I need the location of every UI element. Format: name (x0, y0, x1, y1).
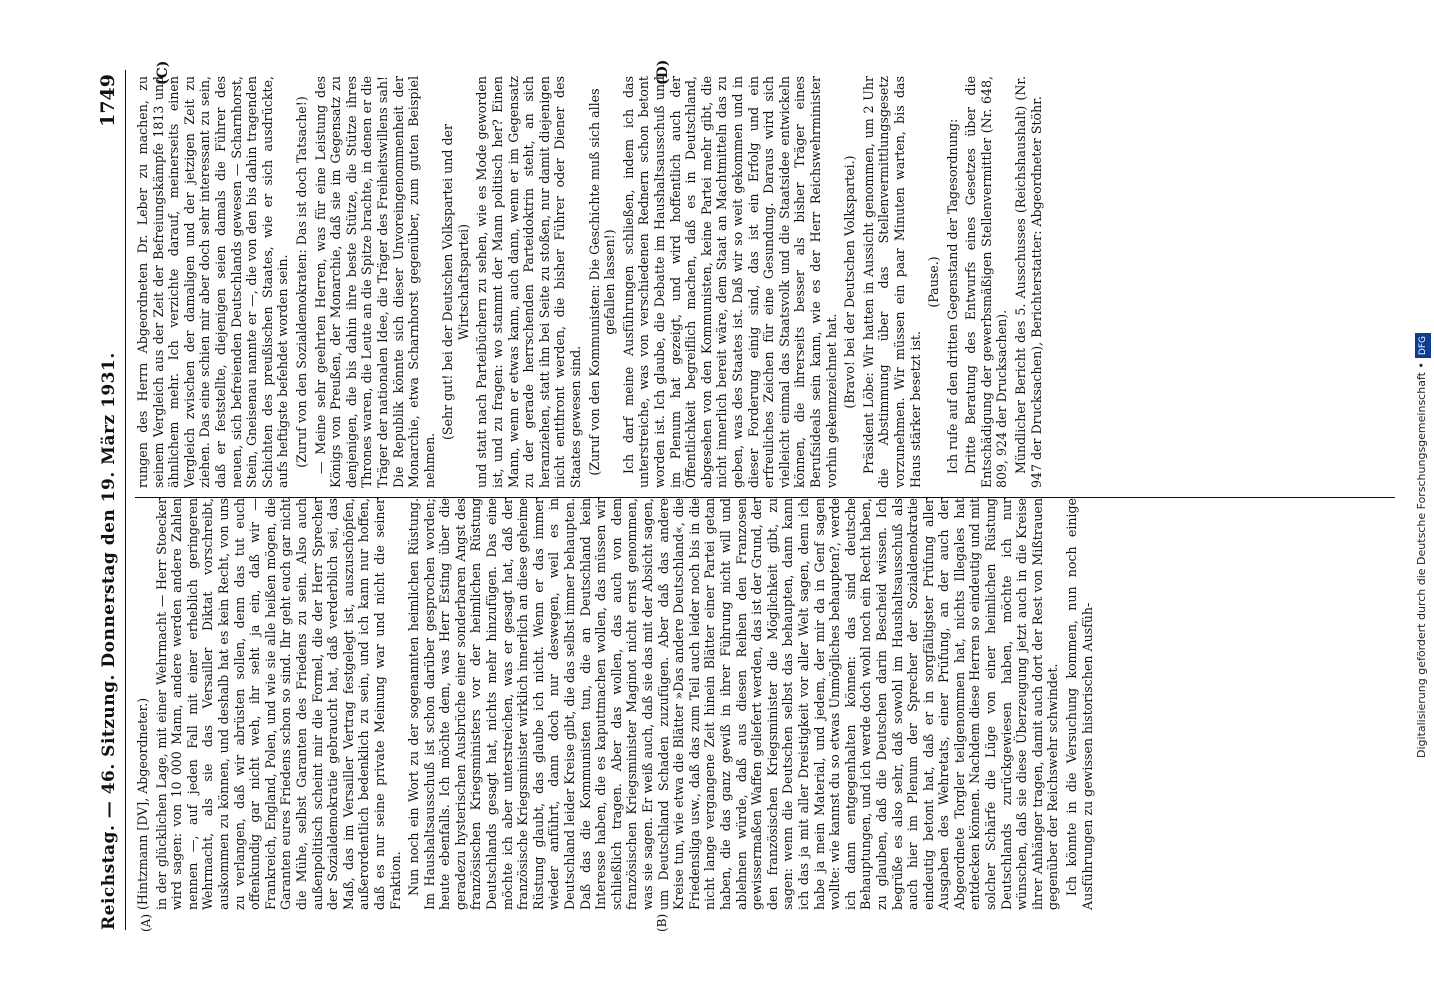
margin-marker-b: (B) (655, 913, 669, 932)
margin-marker-a: (A) (139, 913, 153, 932)
paragraph: Mündlicher Bericht des 5. Ausschusses (Reichshaushalt) (Nr. 947 der Drucksachen), Berichterstatter: Abgeordneter Stöhr. (1013, 76, 1044, 488)
paragraph: Präsident Löbe: Wir hatten in Aussicht genommen, um 2 Uhr die Abstimmung über das Stellenvermittlungsgesetz vorzunehmen. Wir müssen ein paar Minuten warten, bis das Haus stärker besetzt ist. (860, 76, 923, 488)
paragraph: Ich rufe auf den dritten Gegenstand der Tagesordnung: (944, 118, 960, 474)
margin-marker-c: (C) (155, 60, 171, 85)
paragraph: Ich darf meine Ausführungen schließen, indem ich das unterstreiche, was von verschiedenen Rednern schon betont worden ist. Ich glaube, die Debatte im Haushaltsausschuß und im Plenum hat gezeigt, und wird hoffentlich auch der Öffentlichkeit begreiflich machen, daß es in Deutschland, abgesehen von den Kommunisten, keine Partei mehr gibt, die nicht innerlich bereit wäre, dem Staat an Machtmitteln das zu geben, was des Staates ist. Daß wir so weit gekommen und in dieser Forderung einig sind, das ist ein Erfolg und ein erfreuliches Zeichen für eine Gesundung. Daraus wird sich vielleicht einmal das Staatsvolk und die Staatsidee entwickeln können, die ihrerseits besser als bisher Träger eines Berufsideals sein kann, wie es der Herr Reichswehrminister vorhin gekennzeichnet hat. (620, 76, 839, 488)
dfg-logo: DFG (1415, 333, 1431, 358)
paragraph: — Meine sehr geehrten Herren, was für eine Leistung des Königs von Preußen, der Monarchie, daß sie im Gegensatz zu denjenigen, die bis dahin ihre beste Stütze, die Stütze ihres Thrones waren, die Leute an die Spitze brachte, in denen er die Träger der nationalen Idee, die Träger des Freiheitswillens sah! Die Republik könnte sich dieser Unvoreingenommenheit der Monarchie, etwa Scharnhorst gegenüber, zum guten Beispiel nehmen. (312, 76, 437, 488)
interjection: (Bravo! bei der Deutschen Volkspartei.) (842, 155, 858, 409)
paragraph: rungen des Herrn Abgeordneten Dr. Leber zu machen, zu seinem Vergleich aus der Zeit der Befreiungskämpfe 1813 und ähnlichem mehr. Ich verzichte darauf, meinerseits einen Vergleich zwischen der damaligen und der jetzigen Zeit zu ziehen. Das eine schien mir aber doch sehr interessant zu sein, daß er feststellte, diejenigen seien damals die Führer des neuen, sich befreienden Deutschlands gewesen — Scharnhorst, Stein, Gneisenau nannte er —, die von den bis dahin tragenden Schichten des preußischen Staates, wie er sich ausdrückte, aufs heftigste befehdet worden sein. (135, 76, 291, 488)
paragraph: Nun noch ein Wort zu der sogenannten heimlichen Rüstung. Im Haushaltsausschuß ist schon darüber gesprochen worden; heute ebenfalls. Ich möchte dem, was Herr Esting über die geradezu hysterischen Ausbrüche einer sonderbaren Angst des französischen Kriegsministers vor der heimlichen Rüstung Deutschlands gesagt hat, nichts mehr hinzufügen. Das eine möchte ich aber unterstreichen, was er gesagt hat, daß der französische Kriegsminister wirklich innerlich an diese geheime Rüstung glaubt, das glaube ich nicht. Wenn er das immer wieder anführt, dann doch nur deswegen, weil es in Deutschland leider Kreise gibt, die das selbst immer behaupten. Daß das die Kommunisten tun, die an Deutschland kein Interesse haben, die es kaputtmachen wollen, das müssen wir schließlich tragen. Aber das wollen, das auch von dem französischen Kriegsminister Maginot nicht ernst genommen, was sie sagen. Er weiß auch, daß sie das mit der Absicht sagen, um Deutschland Schaden zuzufügen. Aber daß das andere Kreise tun, wie etwa die Blätter »Das andere Deutschland«, die Friedensliga usw., daß das zum Teil auch leider noch bis in die nicht lange vergangene Zeit hinein Blätter einer Partei getan haben, die das ganz gewiß in ihrer Führung nicht will und ablehnen würde, daß aus diesen Reihen den Franzosen gewissermaßen Waffen geliefert werden, das ist der Grund, der den französischen Kriegsminister die Möglichkeit gibt, zu sagen: wenn die Deutschen selbst das behaupten, dann kann ich das ja mit aller Dreistigkeit vor aller Welt sagen, denn ich habe ja mein Material, und jedem, der mir da in Genf sagen wollte: wie kannst du so etwas Unmögliches behaupten?, werde ich dann entgegenhalten können: das sind deutsche Behauptungen, und ich werde doch wohl noch ein Recht haben, zu glauben, daß die Deutschen darin Bescheid wissen. Ich begrüße es also sehr, daß sowohl im Haushaltsausschuß als auch hier im Plenum der Sprecher der Sozialdemokratie eindeutig betont hat, daß er in sorgfältigster Prüfung aller Ausgaben des Wehretats, einer Prüfung, an der auch der Abgeordnete Torgler teilgenommen hat, nichts Illegales hat entdecken können. Nachdem diese Herren so eindeutig und mit solcher Schärfe die Lüge von einer heimlichen Rüstung Deutschlands zurückgewiesen haben, möchte ich nur wünschen, daß sie diese Überzeugung jetzt auch in die Kreise ihrer Anhänger tragen, damit auch dort der Rest von Mißtrauen gegenüber der Reichswehr schwindet. (406, 498, 1061, 910)
column-divider (135, 497, 1395, 498)
margin-marker-d: (D) (655, 59, 671, 85)
page-header (95, 70, 126, 930)
rotated-document-page (95, 59, 1395, 932)
digitization-note (1412, 8, 1430, 758)
page-number: 1749 (97, 74, 119, 127)
left-column (135, 498, 1098, 910)
interjection: (Zuruf von den Sozialdemokraten: Das ist doch Tatsache!) (293, 96, 309, 468)
paragraph: und statt nach Parteibüchern zu sehen, wie es Mode geworden ist, und zu fragen: wo stammt der Mann politisch her? Einen Mann, wenn er etwas kann, auch dann, wenn er im Gegensatz zu der gerade herrschenden Parteidoktrin steht, an sich heranziehen, statt ihn bei Seite zu stoßen, nur damit diejenigen nicht entthront werden, die bisher Führer oder Diener des Staates gewesen sind. (474, 76, 584, 488)
paragraph: Ich könnte in die Versuchung kommen, nun noch einige Ausführungen zu gewissen historischen Ausfüh- (1064, 498, 1095, 910)
interjection: (Pause.) (926, 256, 942, 308)
interjection: (Zuruf von den Kommunisten: Die Geschichte muß sich alles gefallen lassen!) (586, 88, 618, 476)
paragraph: in der glücklichen Lage, mit einer Wehrmacht — Herr Stoecker wird sagen: von 10 000 Mann, andere werden andere Zahlen nennen —, auf jeden Fall mit einer erheblich geringeren Wehrmacht, als sie das Versailler Diktat vorschreibt, auskommen zu können, und deshalb hat es kein Recht, von uns zu verlangen, daß wir abrüsten sollen, denn das tut euch offenkundig gar nicht weh, ihr seht ja ein, daß wir — Frankreich, England, Polen, und wie sie alle heißen mögen, die Garanten eures Friedens schon so sind. Ihr geht euch gar nicht die Mühe, selbst Garanten des Friedens zu sein. Also auch außenpolitisch scheint mir die Formel, die der Herr Sprecher der Sozialdemokratie gebraucht hat, daß verderblich sei, das Maß, das im Versailler Vertrag festgelegt ist, auszuschöpfen, außerordentlich bedenklich zu sein, und ich kann nur hoffen, daß es nur seine private Meinung war und nicht die seiner Fraktion. (153, 498, 403, 910)
paragraph: Dritte Beratung des Entwurfs eines Gesetzes über die Entschädigung der gewerbsmäßigen Stellenvermittler (Nr. 648, 809, 924 der Drucksachen). (963, 76, 1010, 488)
interjection: (Sehr gut! bei der Deutschen Volkspartei und der Wirtschaftspartei) (440, 123, 471, 441)
right-column (135, 76, 1047, 488)
speaker-header: (Hintzmann [DV], Abgeordneter.) (135, 697, 150, 910)
running-title: Reichstag. — 46. Sitzung. Donnerstag den 19. März 1931. (99, 352, 119, 930)
digitization-credit: Digitalisierung gefördert durch die Deutsche Forschungsgemeinschaft • (1415, 362, 1428, 758)
